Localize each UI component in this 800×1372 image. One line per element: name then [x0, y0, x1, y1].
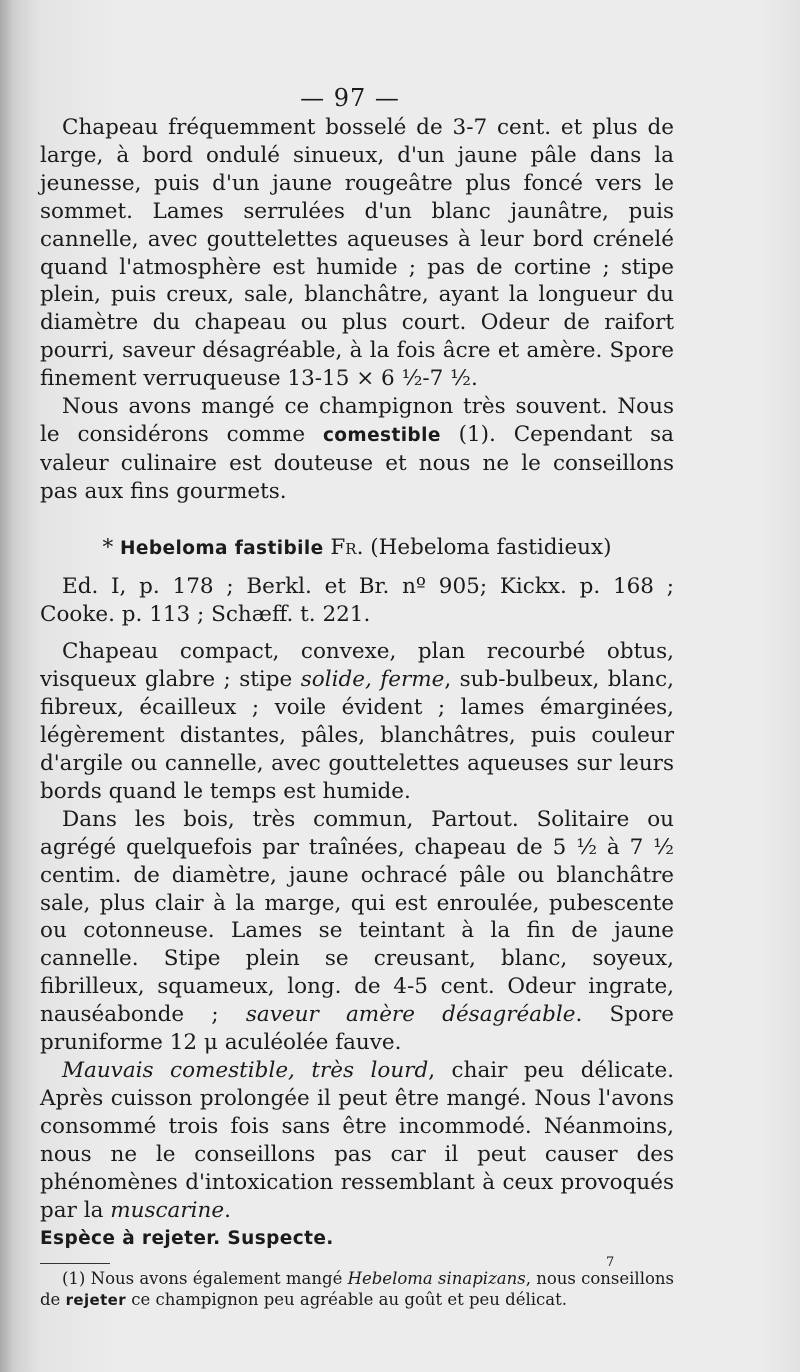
text-run: Chapeau compact, convexe, plan recourbé obtus, visqueux glabre ; stipe	[40, 639, 674, 693]
text-run: Nous avons mangé ce champignon très souvent. Nous le considérons comme	[40, 394, 674, 447]
italic-run: Hebeloma sinapizans	[347, 1269, 526, 1289]
edibility-label: comestible	[322, 424, 441, 446]
section-spacer	[40, 563, 674, 573]
species-name: Hebeloma fastibile	[120, 537, 324, 559]
text-run: . Spore pruniforme 12 μ aculéolée fauve.	[40, 1002, 674, 1056]
text-run: .	[224, 1197, 231, 1223]
bold-run: rejeter	[65, 1291, 127, 1310]
verdict-label: Espèce à rejeter. Suspecte.	[40, 1228, 334, 1250]
italic-run: Mauvais comestible, très lourd	[62, 1058, 429, 1083]
italic-run: solide, ferme	[300, 667, 445, 693]
footnote-mark: (1)	[62, 1269, 86, 1289]
page-number: — 97 —	[300, 84, 400, 112]
verdict	[40, 1224, 674, 1253]
text-run: , nous conseillons de	[40, 1269, 674, 1310]
species-common-name: (Hebeloma fastidieux)	[370, 534, 612, 560]
species-heading	[40, 534, 674, 563]
section-spacer	[40, 506, 674, 534]
italic-run: muscarine	[110, 1197, 225, 1223]
references: Ed. I, p. 178 ; Berkl. et Br. nº 905; Kickx. p. 168 ; Cooke. p. 113 ; Schæff. t. 221.	[40, 573, 674, 627]
text-run: Dans les bois, très commun, Partout. Solitaire ou agrégé quelquefois par traînées, chapeau de 5 ½ à 7 ½ centim. de diamètre, jaune ochracé pâle ou blanchâtre sale, plus clair à la marge, qui est enroulée, pubescente ou cotonneuse. Lames se teintant à la fin de jaune cannelle. Stipe plein se creusant, blanc, soyeux, fibrilleux, squameux, long. de 4-5 cent. Odeur ingrate, nauséabonde ;	[40, 806, 674, 1028]
text-run: (1). Cependant sa valeur culinaire est douteuse et nous ne le conseillons pas aux fins gourmets.	[40, 421, 675, 504]
paragraph-habitat	[40, 806, 674, 1057]
italic-run: saveur amère désagréable	[245, 1002, 576, 1028]
paragraph-cap-description: Chapeau fréquemment bosselé de 3-7 cent. et plus de large, à bord ondulé sinueux, d'un jaune pâle dans la jeunesse, puis d'un jaune rougeâtre plus foncé vers le sommet. Lames serrulées d'un blanc jaunâtre, puis cannelle, avec gouttelettes aqueuses à leur bord crénelé quand l'atmosphère est humide ; pas de cortine ; stipe plein, puis creux, sale, blanchâtre, ayant la longueur du diamètre du chapeau ou plus court. Odeur de raifort pourri, saveur désagréable, à la fois âcre et amère. Spore finement verruqueuse 13-15 × 6 ½-7 ½.	[40, 115, 674, 392]
footnote	[40, 1268, 674, 1311]
text-run: , sub-bulbeux, blanc, fibreux, écailleux ; voile évident ; lames émarginées, légèrement distantes, pâles, blanchâtres, puis couleur d'argile ou cannelle, avec gouttelettes aqueuses sur leurs bords quand le temps est humide.	[40, 667, 674, 804]
star-mark: *	[102, 534, 114, 560]
species-author: Fr.	[330, 534, 364, 560]
section-spacer	[40, 628, 674, 638]
page-body	[40, 114, 674, 1311]
paragraph-edibility	[40, 1057, 674, 1224]
text-run: , chair peu délicate. Après cuisson prolongée il peut être mangé. Nous l'avons consommé trois fois sans être incommodé. Néanmoins, nous ne le conseillons pas car il peut causer des phénomènes d'intoxication ressemblant à ceux provoqués par la	[40, 1058, 675, 1223]
text-run: Nous avons également mangé	[85, 1269, 348, 1289]
text-run: ce champignon peu agréable au goût et peu délicat.	[126, 1290, 568, 1310]
paragraph-edibility-note	[40, 393, 674, 506]
footnote-rule	[40, 1263, 110, 1264]
paragraph-description	[40, 638, 674, 805]
printer-signature: 7	[606, 1255, 615, 1270]
